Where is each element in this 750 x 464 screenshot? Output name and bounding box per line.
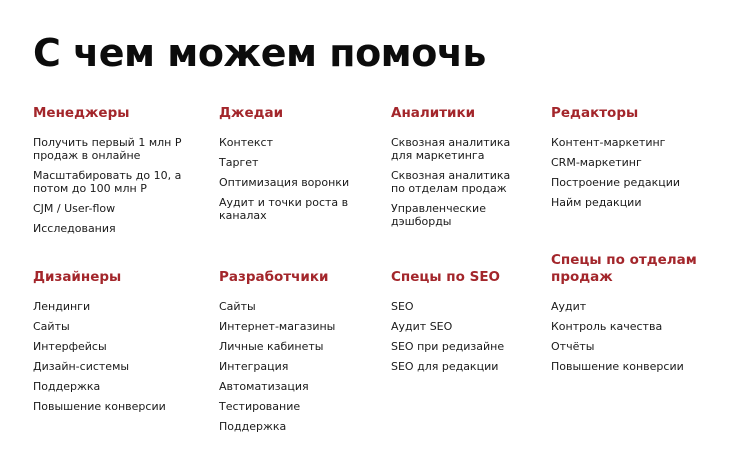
section-jedi: [219, 105, 369, 229]
list-item: Автоматизация: [219, 379, 309, 393]
list-item: SEO: [391, 299, 414, 313]
section-title: Дизайнеры: [33, 269, 122, 285]
list-item: Сайты: [33, 319, 70, 333]
list-item: Управленческие дэшборды: [391, 201, 486, 228]
list-item: Повышение конверсии: [551, 359, 684, 373]
list-item: CRM-маркетинг: [551, 155, 642, 169]
list-item: Найм редакции: [551, 195, 642, 209]
list-item: Лендинги: [33, 299, 91, 313]
list-item: Поддержка: [219, 419, 287, 433]
section-analysts: [391, 105, 526, 235]
section-list: [391, 136, 526, 228]
list-item: Тестирование: [219, 399, 301, 413]
section-title: Джедаи: [219, 105, 284, 121]
section-seo: [391, 269, 531, 380]
list-item: Сквозная аналитика для маркетинга: [391, 135, 511, 162]
section-title: Спецы по отделам продаж: [551, 252, 697, 285]
section-list: [219, 136, 369, 222]
section-list: [33, 300, 198, 413]
section-title: Редакторы: [551, 105, 639, 121]
list-item: Контекст: [219, 135, 274, 149]
list-item: Отчёты: [551, 339, 595, 353]
list-item: SEO при редизайне: [391, 339, 505, 353]
list-item: Интерфейсы: [33, 339, 107, 353]
list-item: Сквозная аналитика по отделам продаж: [391, 168, 511, 195]
list-item: CJM / User-flow: [33, 201, 116, 215]
section-sales: [551, 252, 721, 380]
section-title: Аналитики: [391, 105, 476, 121]
list-item: Поддержка: [33, 379, 101, 393]
section-title: Менеджеры: [33, 105, 130, 121]
page-title: С чем можем помочь: [33, 31, 486, 75]
section-editors: [551, 105, 716, 216]
section-list: [391, 300, 531, 373]
list-item: Дизайн-системы: [33, 359, 130, 373]
list-item: Исследования: [33, 221, 116, 235]
list-item: Контроль качества: [551, 319, 663, 333]
list-item: Аудит SEO: [391, 319, 453, 333]
section-list: [219, 300, 369, 433]
section-list: [551, 300, 721, 373]
list-item: Интернет-магазины: [219, 319, 336, 333]
list-item: Аудит: [551, 299, 587, 313]
list-item: Аудит и точки роста в каналах: [219, 195, 349, 222]
list-item: Повышение конверсии: [33, 399, 166, 413]
list-item: Личные кабинеты: [219, 339, 324, 353]
section-list: [33, 136, 198, 235]
list-item: Получить первый 1 млн Р продаж в онлайне: [33, 135, 182, 162]
list-item: Таргет: [219, 155, 259, 169]
list-item: Сайты: [219, 299, 256, 313]
list-item: Контент-маркетинг: [551, 135, 666, 149]
list-item: SEO для редакции: [391, 359, 499, 373]
list-item: Интеграция: [219, 359, 289, 373]
section-list: [551, 136, 716, 209]
list-item: Масштабировать до 10, а потом до 100 млн Р: [33, 168, 182, 195]
list-item: Построение редакции: [551, 175, 681, 189]
section-title: Спецы по SEO: [391, 269, 501, 285]
list-item: Оптимизация воронки: [219, 175, 350, 189]
section-developers: [219, 269, 369, 440]
section-designers: [33, 269, 198, 420]
section-title: Разработчики: [219, 269, 329, 285]
section-managers: [33, 105, 198, 242]
